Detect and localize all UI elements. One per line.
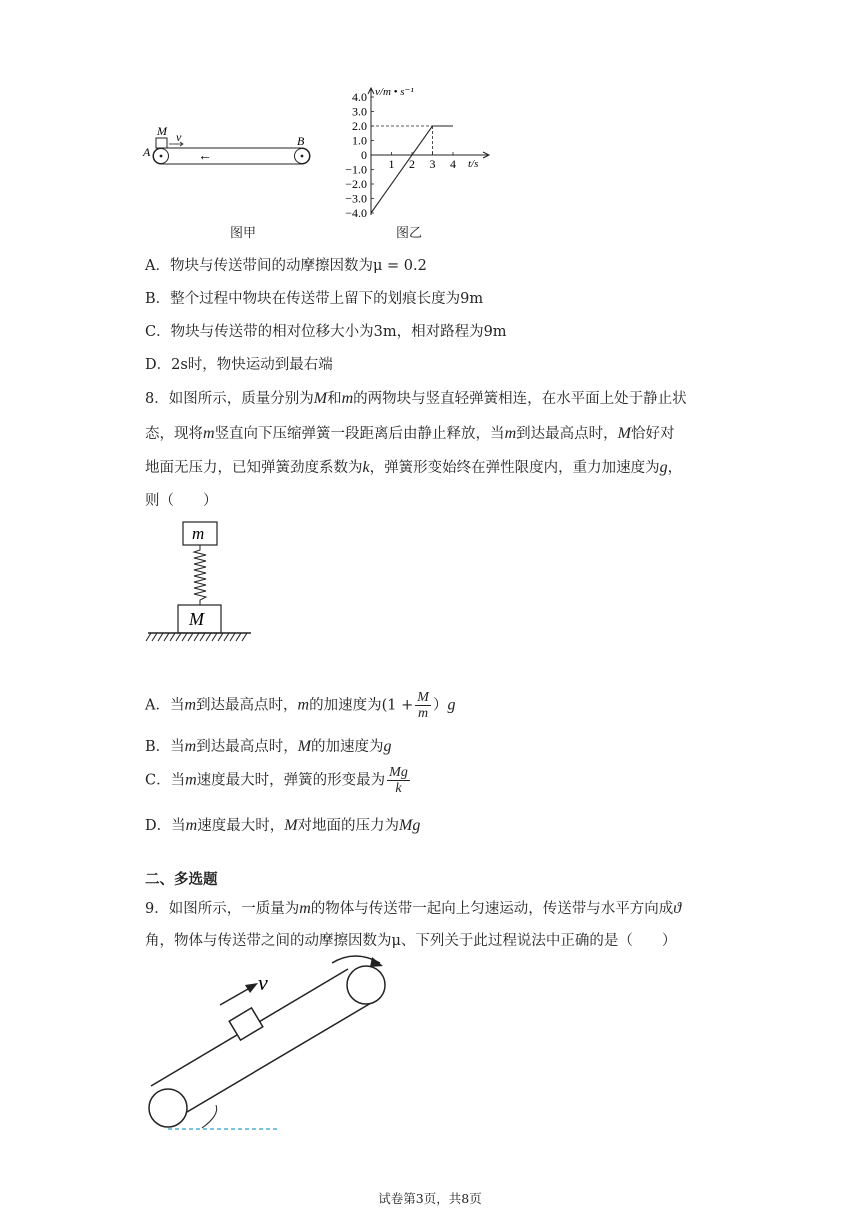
label-v: v [176, 130, 182, 144]
pulley-top [347, 966, 385, 1004]
figure-yi-vt-graph [330, 85, 500, 225]
block-M [156, 138, 167, 148]
ground-hatch-line [230, 633, 235, 641]
belt-direction-arrow: ← [198, 149, 212, 164]
q8-stem-line4: 则（ ） [145, 493, 218, 509]
q7-option-d: D．2s时，物快运动到最右端 [145, 357, 333, 373]
pulley-bottom [149, 1089, 187, 1127]
ground-hatch-line [170, 633, 175, 641]
svg-text:m: m [192, 524, 205, 543]
ground-hatch-line [194, 633, 199, 641]
caption-jia: 图甲 [230, 226, 257, 241]
figure-incline-conveyor [140, 955, 400, 1135]
q9-stem-line1: 9．如图所示，一质量为m的物体与传送带一起向上匀速运动，传送带与水平方向成ϑ [145, 900, 682, 917]
caption-yi: 图乙 [396, 226, 423, 241]
y-tick-label: 1.0 [352, 133, 367, 148]
y-tick-label: −1.0 [345, 162, 367, 177]
figure-jia-conveyor [140, 120, 330, 180]
q8-stem-line1: 8．如图所示，质量分别为M和m的两物块与竖直轻弹簧相连，在水平面上处于静止状 [145, 390, 687, 407]
ground-hatch-line [224, 633, 229, 641]
x-tick-label: 4 [450, 157, 456, 171]
ground-hatch-line [152, 633, 157, 641]
label-A: A [143, 145, 151, 159]
q8-option-a: A．当m到达最高点时，m的加速度为(1 + $\frac{M}{m}$ ）g [145, 690, 456, 721]
y-tick-label: −3.0 [345, 191, 367, 206]
belt [153, 148, 310, 164]
ground-hatch-line [146, 633, 151, 641]
q8-option-c: C．当m速度最大时，弹簧的形变最为 $\frac{Mg}{k}$ [145, 765, 408, 796]
svg-text:M: M [189, 609, 204, 629]
q9-stem-line2: 角，物体与传送带之间的动摩擦因数为μ、下列关于此过程说法中正确的是（ ） [145, 933, 677, 949]
y-tick-label: 0 [361, 148, 367, 162]
q8-option-d: D．当m速度最大时，M对地面的压力为Mg [145, 817, 421, 834]
angle-arc [202, 1105, 217, 1128]
q7-option-b: B．整个过程中物块在传送带上留下的划痕长度为9m [145, 291, 484, 307]
y-tick-label: 4.0 [352, 90, 367, 104]
q8-stem-line3: 地面无压力，已知弹簧劲度系数为k，弹簧形变始终在弹性限度内，重力加速度为g， [145, 459, 683, 476]
ground-hatch-line [158, 633, 163, 641]
q7-option-a: A．物块与传送带间的动摩擦因数为μ = 0.2 [145, 258, 427, 274]
figure-spring-blocks [145, 520, 255, 645]
ground-hatch-line [188, 633, 193, 641]
y-tick-label: −2.0 [345, 177, 367, 191]
belt-bottom-edge [165, 1003, 371, 1125]
x-tick-label: 2 [409, 157, 415, 171]
ground-hatch-line [236, 633, 241, 641]
section-heading: 二、多选题 [145, 871, 218, 888]
ground-hatch-line [242, 633, 247, 641]
box-on-belt [229, 1008, 263, 1040]
ground-hatch-line [182, 633, 187, 641]
q8-stem-line2: 态，现将m竖直向下压缩弹簧一段距离后由静止释放，当m到达最高点时，M恰好对 [145, 425, 675, 442]
q7-option-c: C．物块与传送带的相对位移大小为3m，相对路程为9m [145, 324, 507, 340]
label-v-incline: v [258, 970, 268, 995]
y-axis-label: v/m • s⁻¹ [375, 86, 414, 98]
ground-hatch-line [206, 633, 211, 641]
ground-hatch-line [218, 633, 223, 641]
page-footer: 试卷第3页，共8页 [378, 1191, 482, 1206]
q8-option-b: B．当m到达最高点时，M的加速度为g [145, 738, 392, 755]
ground-hatch-line [164, 633, 169, 641]
x-tick-label: 1 [388, 157, 395, 171]
y-tick-label: 2.0 [352, 119, 367, 133]
y-tick-label: −4.0 [345, 206, 367, 220]
x-axis-label: t/s [468, 158, 479, 170]
label-M: M [157, 124, 167, 138]
ground-hatch-line [212, 633, 217, 641]
ground-hatch-line [200, 633, 205, 641]
y-tick-label: 3.0 [352, 104, 367, 119]
ground-hatch-line [176, 633, 181, 641]
label-B: B [297, 134, 305, 148]
spring [194, 545, 206, 605]
x-tick-label: 3 [429, 157, 436, 171]
